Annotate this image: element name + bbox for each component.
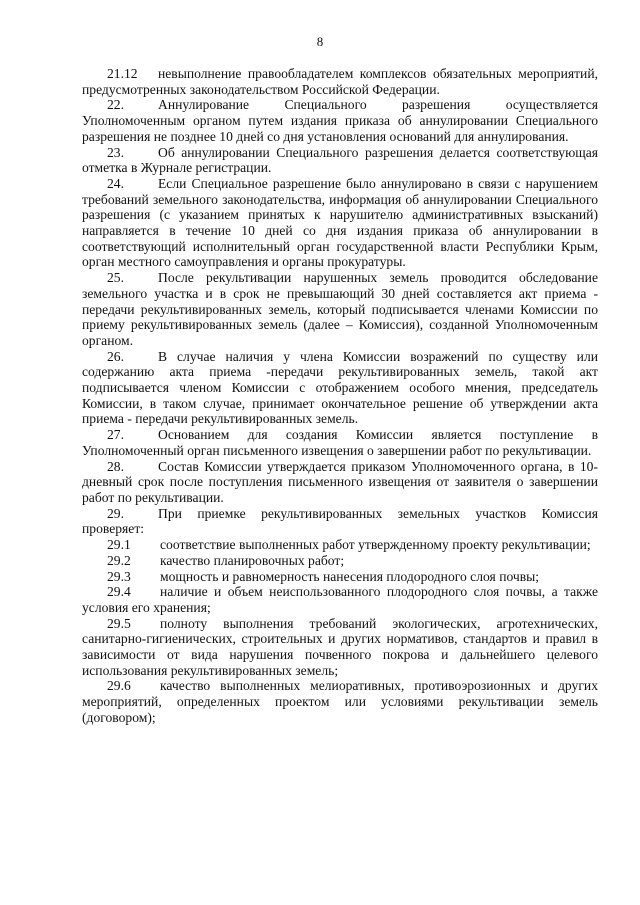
paragraph-number: 29.5 [107, 615, 131, 631]
paragraph-29-5 [82, 616, 598, 679]
paragraph-text: невыполнение правообладателем комплексов обязательных мероприятий, предусмотренных законодательством Российской Федерации. [82, 66, 598, 97]
paragraph-text: Об аннулировании Специального разрешения делается соответствующая отметка в Журнале регистрации. [82, 144, 598, 176]
paragraph-23 [82, 145, 598, 176]
paragraph-number: 29.1 [107, 537, 131, 553]
paragraph-number: 29. [107, 505, 124, 521]
paragraph-text: Основанием для создания Комиссии является поступление в Уполномоченный орган письменного извещения о завершении работ по рекультивации. [82, 427, 598, 458]
paragraph-text: соответствие выполненных работ утвержденному проекту рекультивации; [160, 537, 591, 553]
paragraph-text: мощность и равномерность нанесения плодородного слоя почвы; [160, 568, 540, 584]
paragraph-text: После рекультивации нарушенных земель проводится обследование земельного участка и в срок не превышающий 30 дней составляется акт приема - передачи рекультивированных земель, который подписывается членами Комиссии по приему рекультивированных земель (далее – Комиссия), созданной Уполномоченным органом. [82, 270, 598, 348]
paragraph-29-1 [82, 537, 598, 553]
paragraph-29-3 [82, 569, 598, 585]
paragraph-text: При приемке рекультивированных земельных участков Комиссия проверяет: [82, 505, 598, 537]
paragraph-number: 23. [107, 144, 124, 160]
paragraph-number: 29.2 [107, 552, 131, 568]
paragraph-number: 27. [107, 427, 124, 443]
paragraph-number: 25. [107, 270, 124, 286]
paragraph-number: 21.12 [107, 66, 138, 81]
paragraph-27 [82, 427, 598, 458]
paragraph-28 [82, 459, 598, 506]
paragraph-number: 28. [107, 458, 124, 474]
paragraph-number: 29.3 [107, 568, 131, 584]
paragraph-text: полноту выполнения требований экологических, агротехнических, санитарно-гигиенических, строительных и других нормативов, стандартов и правил в зависимости от вида нарушения почвенного покрова и дальнейшего целевого использования рекультивированных земель; [82, 615, 598, 678]
paragraph-text: наличие и объем неиспользованного плодородного слоя почвы, а также условия его хранения; [82, 584, 598, 615]
document-body [82, 66, 598, 726]
paragraph-text: Аннулирование Специального разрешения осуществляется Уполномоченным органом путем издания приказа об аннулировании Специального разрешения не позднее 10 дней со дня установления оснований для аннулирования. [82, 97, 598, 144]
paragraph-29-4 [82, 584, 598, 615]
page-number: 8 [316, 34, 324, 49]
paragraph-text: Если Специальное разрешение было аннулировано в связи с нарушением требований земельного законодательства, информация об аннулировании Специального разрешения (с указанием принятых к нарушителю административных взысканий) направляется в течение 10 дней со дня издания приказа об аннулировании в соответствующий исполнительный орган государственной власти Республики Крым, орган местного самоуправления и органы прокуратуры. [82, 175, 598, 270]
paragraph-number: 22. [107, 97, 124, 113]
paragraph-29-6 [82, 678, 598, 725]
paragraph-26 [82, 349, 598, 428]
paragraph-number: 29.6 [107, 678, 131, 694]
paragraph-text: качество выполненных мелиоративных, противоэрозионных и других мероприятий, определенных проектом или условиями рекультивации земель (договором); [82, 678, 598, 725]
paragraph-number: 26. [107, 348, 124, 364]
paragraph-text: В случае наличия у члена Комиссии возражений по существу или содержанию акта приема -передачи рекультивированных земель, такой акт подписывается членом Комиссии с отображением особого мнения, председатель Комиссии, в таком случае, принимает окончательное решение об утверждении акта приема - передачи рекультивированных земель. [82, 348, 598, 427]
paragraph-22 [82, 97, 598, 144]
paragraph-21-12 [82, 66, 598, 97]
paragraph-29 [82, 506, 598, 537]
paragraph-number: 24. [107, 175, 124, 191]
paragraph-number: 29.4 [107, 584, 131, 600]
paragraph-29-2 [82, 553, 598, 569]
paragraph-25 [82, 270, 598, 349]
paragraph-24 [82, 176, 598, 270]
paragraph-text: качество планировочных работ; [160, 552, 345, 568]
paragraph-text: Состав Комиссии утверждается приказом Уполномоченного органа, в 10-дневный срок после поступления письменного извещения от заявителя о завершении работ по рекультивации. [82, 458, 598, 505]
